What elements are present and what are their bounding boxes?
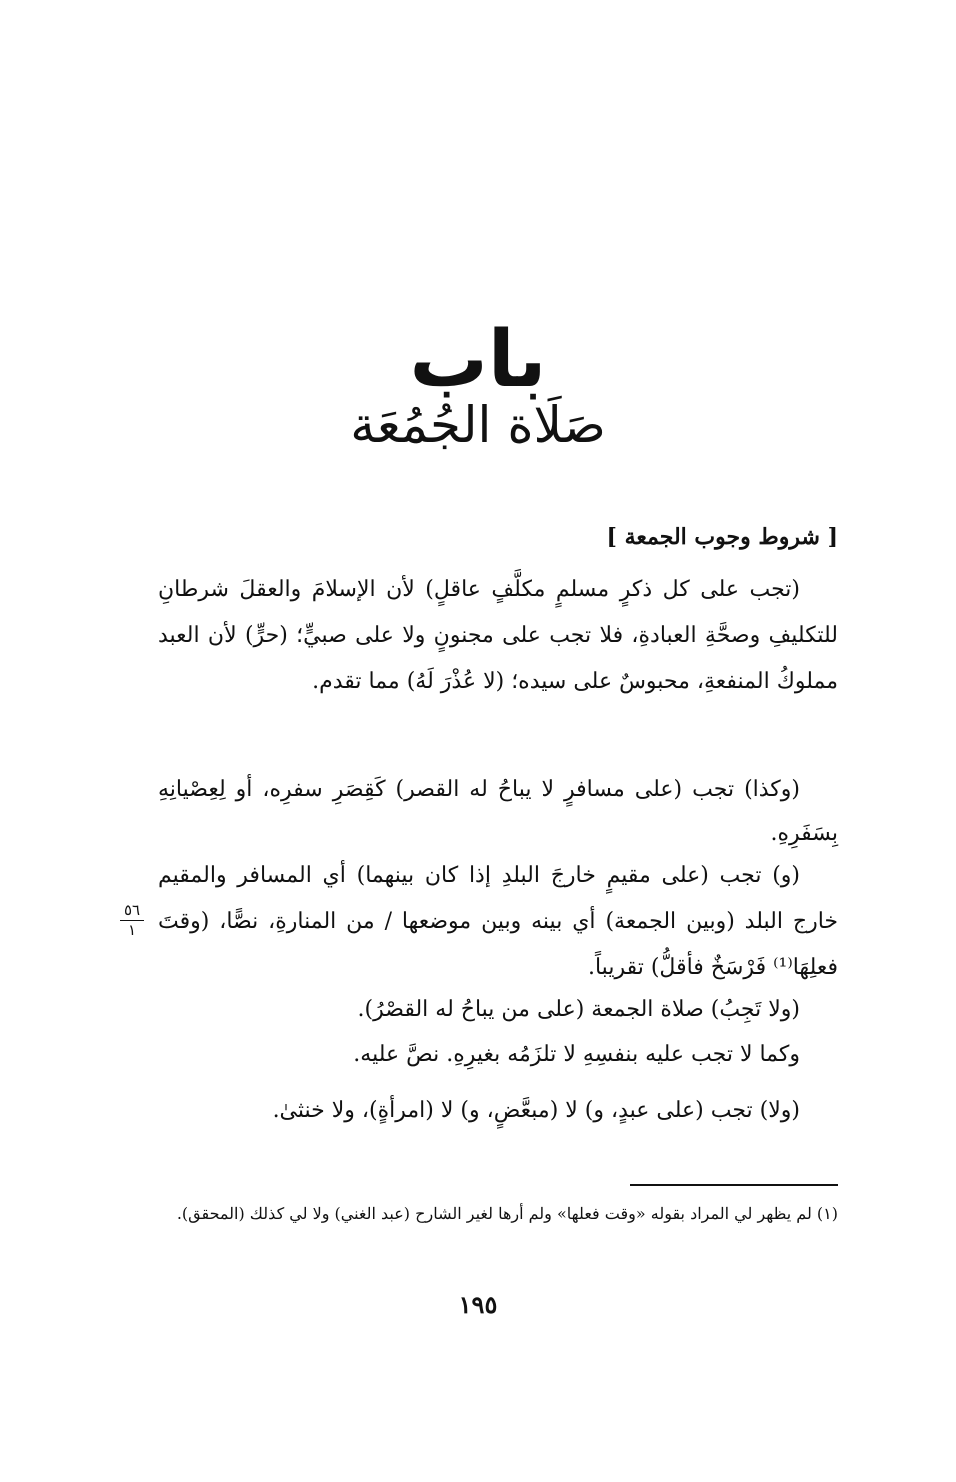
paragraph-4: [158, 990, 838, 1030]
section-heading: [ شروط وجوب الجمعة ]: [606, 524, 838, 550]
footnote: (١) لم يظهر لي المراد بقوله «وقت فعلها» ولم أرها لغير الشارح (عبد الغني) ولا لي كذلك (المحقق).: [176, 1204, 838, 1223]
paragraph-text: (و) تجب (على مقيمٍ خارجَ البلدِ إذا كان بينهما) أي المسافر والمقيم خارج البلد (وبين الجمعة) أي بينه وبين موضعها / من المنارةِ، نصًّا، (وقتَ فعلِهَا⁽¹⁾ فَرْسَخٌ فأقلُّ) تقريباً.: [158, 863, 838, 980]
paragraph-5: [158, 1035, 838, 1075]
paragraph-text: (تجب على كل ذكرٍ مسلمٍ مكلَّفٍ عاقلٍ) لأن الإسلامَ والعقلَ شرطانِ للتكليفِ وصحَّةِ العبادةِ، فلا تجب على مجنونٍ ولا على صبيٍّ؛ (حرٍّ) لأن العبد مملوكُ المنفعةِ، محبوسٌ على سيده؛ (لا عُذْرَ لَهُ) مما تقدم.: [158, 577, 838, 694]
paragraph-text: (وكذا) تجب (على مسافرٍ لا يباحُ له القصر) كَقِصَرِ سفرِه، أو لِعِصْيانِهِ بِسَفَرِهِ.: [158, 777, 838, 846]
chapter-title: صَلَاة الجُمُعَة: [350, 396, 606, 454]
footnote-separator: [630, 1184, 838, 1186]
paragraph-1: [158, 567, 838, 705]
paragraph-text: وكما لا تجب عليه بنفسِهِ لا تلزَمُه بغيرِهِ. نصَّ عليه.: [353, 1042, 800, 1067]
paragraph-3: [158, 853, 838, 991]
paragraph-2: [158, 768, 838, 856]
chapter-word: باب: [409, 315, 547, 405]
folio-side: ١: [127, 920, 137, 939]
paragraph-6: [158, 1088, 838, 1134]
paragraph-text: (ولا) تجب (على عبدٍ، و) لا (مبعَّضٍ، و) لا (امرأةٍ)، ولا خنثىٰ.: [272, 1098, 800, 1123]
page-number: ١٩٥: [458, 1290, 498, 1319]
paragraph-text: (ولا تَجِبُ) صلاة الجمعة (على من يباحُ له القصْرُ).: [357, 997, 800, 1022]
manuscript-folio-note: [112, 902, 152, 938]
folio-number: ٥٦: [123, 901, 141, 919]
